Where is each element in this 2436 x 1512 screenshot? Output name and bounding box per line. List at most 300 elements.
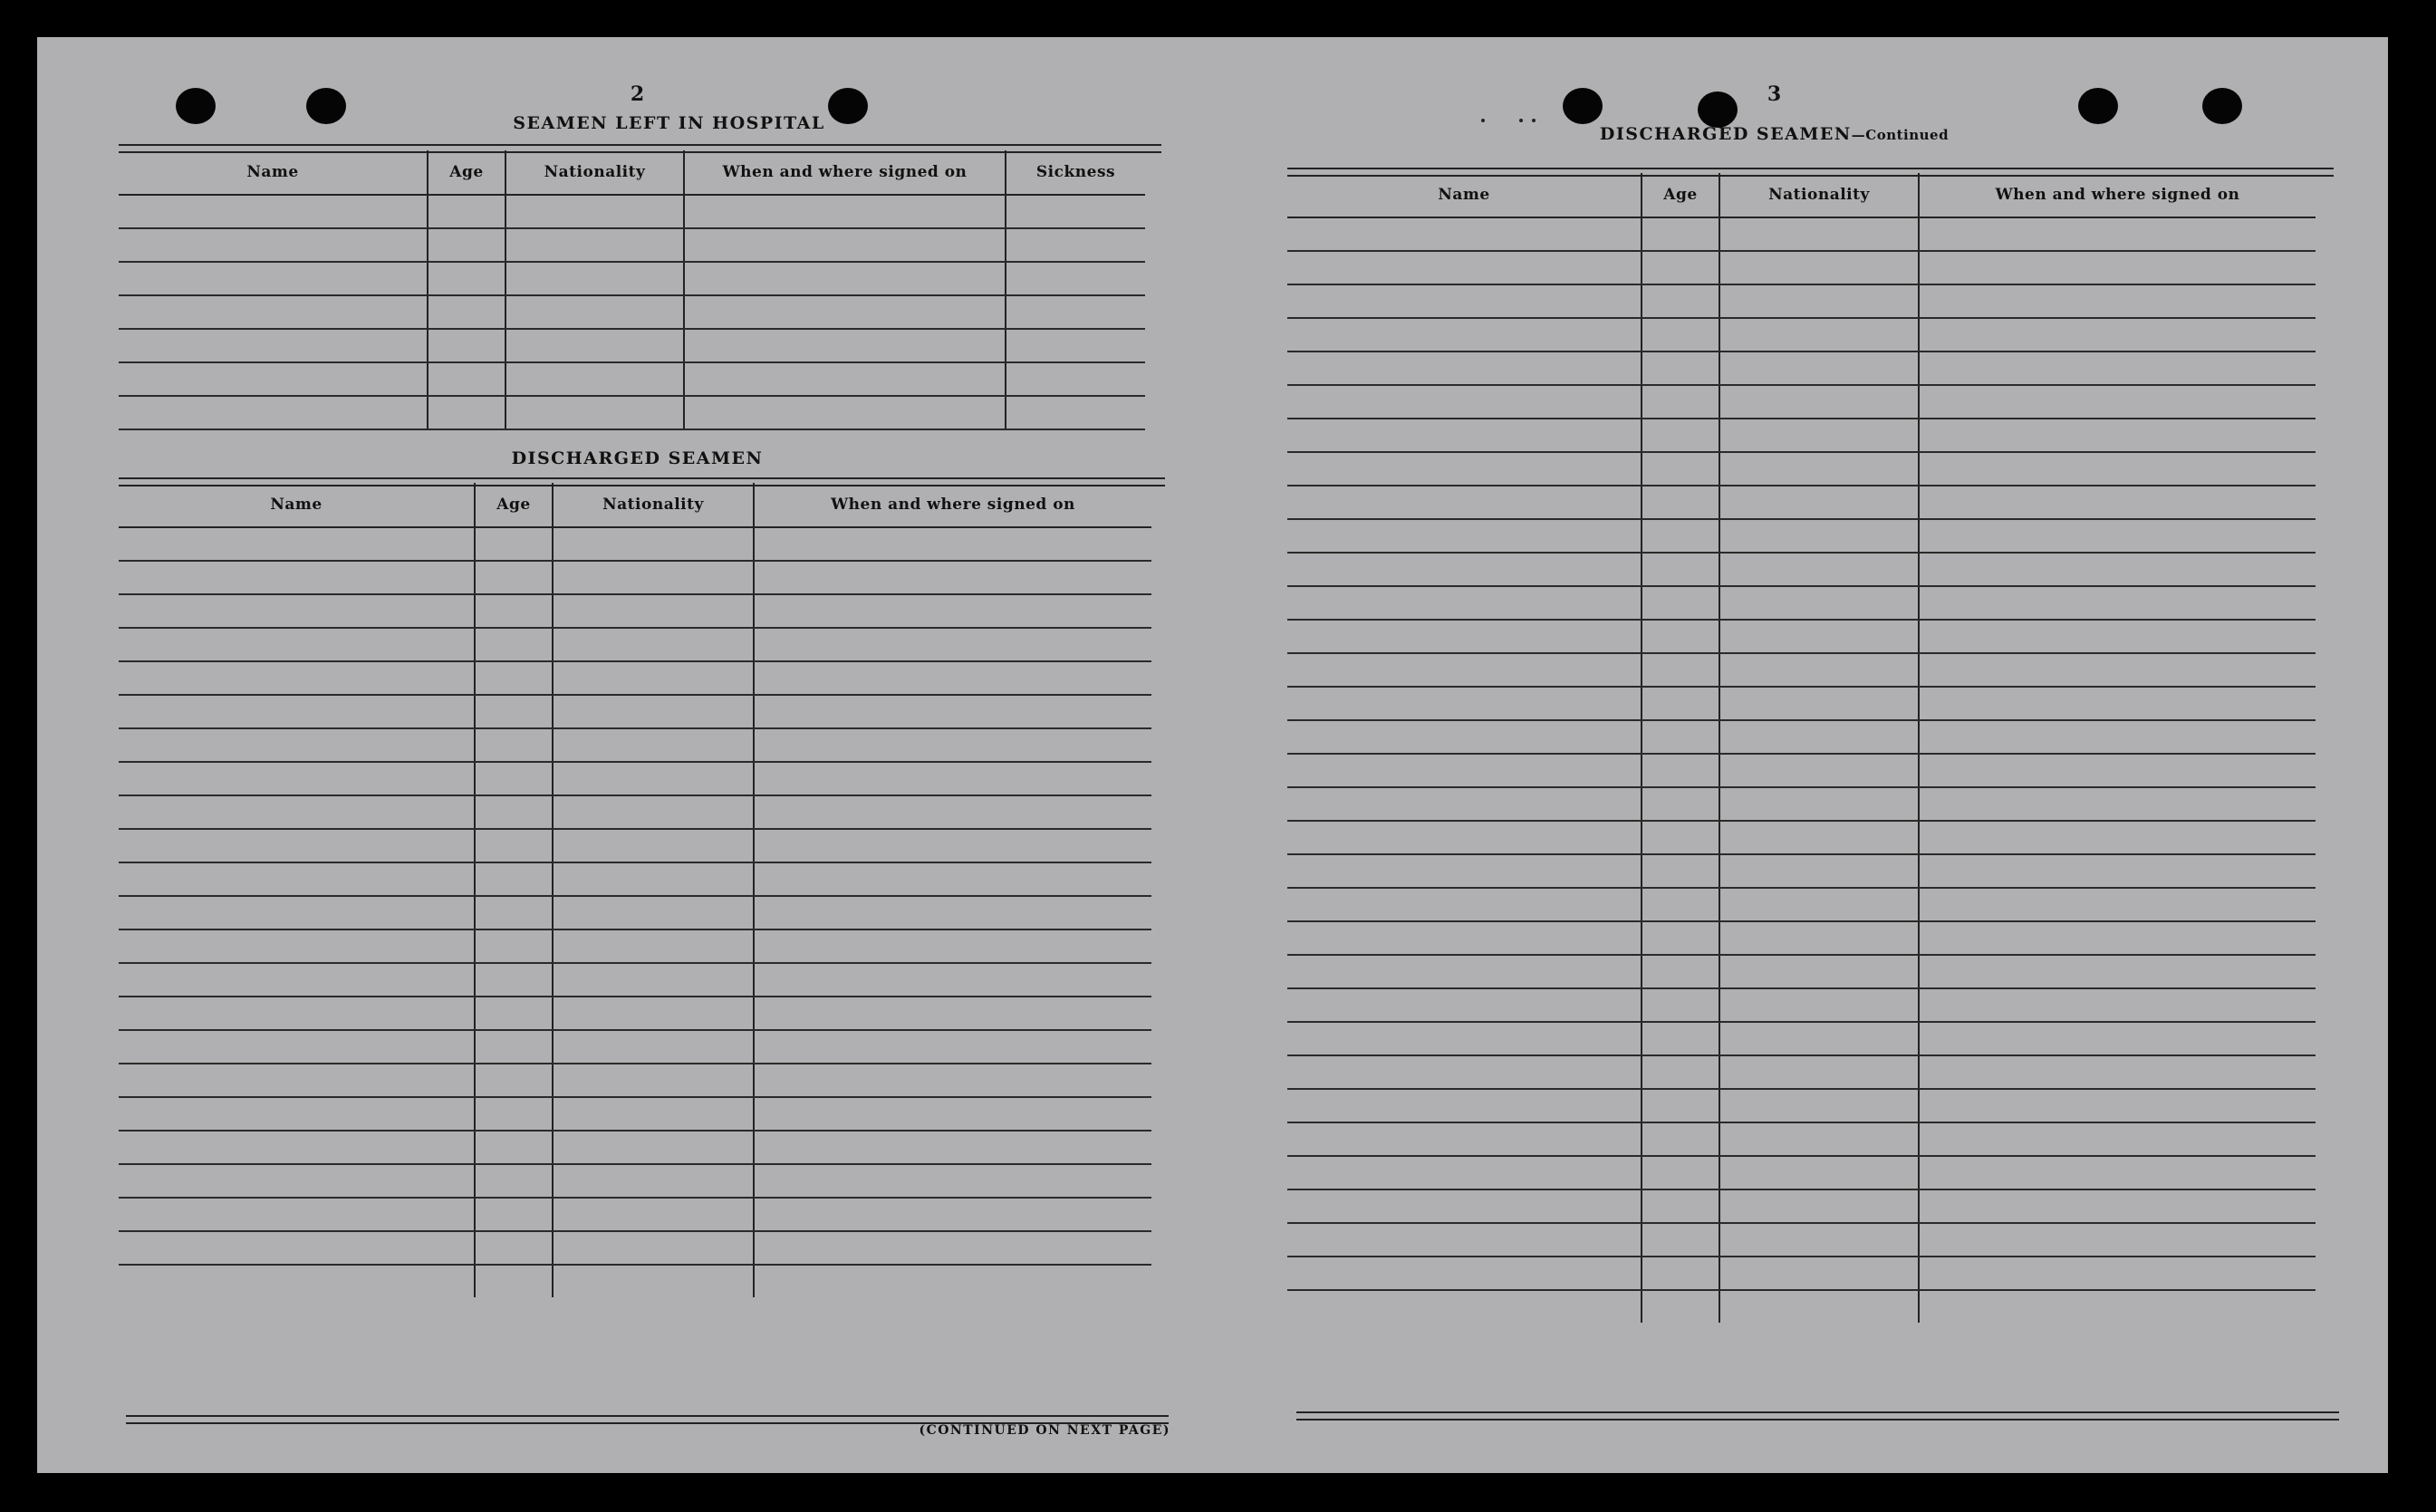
signed-on-cell[interactable] (1919, 888, 2316, 921)
table-row (119, 396, 1145, 429)
name-cell[interactable] (119, 262, 428, 295)
name-cell[interactable] (1287, 988, 1642, 1022)
signed-on-cell[interactable] (1919, 553, 2316, 586)
sickness-cell[interactable] (1006, 329, 1145, 362)
table-row (1287, 1290, 2316, 1323)
name-cell[interactable] (119, 862, 475, 896)
name-cell[interactable] (1287, 754, 1642, 787)
table-row (119, 661, 1151, 695)
age-cell[interactable] (1642, 1122, 1719, 1156)
table-row (1287, 754, 2316, 787)
signed-on-cell[interactable] (1919, 586, 2316, 620)
signed-on-cell[interactable] (754, 762, 1151, 795)
table-row (119, 295, 1145, 329)
signed-on-cell[interactable] (754, 862, 1151, 896)
column-header-age: Age (1642, 173, 1719, 217)
nationality-cell[interactable] (553, 527, 754, 561)
page-number: 2 (630, 82, 645, 106)
table-row (1287, 284, 2316, 318)
age-cell[interactable] (475, 1064, 553, 1097)
nationality-cell[interactable] (553, 695, 754, 728)
signed-on-cell[interactable] (754, 829, 1151, 862)
age-cell[interactable] (1642, 385, 1719, 419)
table-row (1287, 787, 2316, 821)
signed-on-cell[interactable] (1919, 653, 2316, 687)
table-row (119, 795, 1151, 829)
signed-on-cell[interactable] (754, 628, 1151, 661)
signed-on-cell[interactable] (684, 396, 1006, 429)
signed-on-cell[interactable] (754, 929, 1151, 963)
table-row (119, 1231, 1151, 1265)
nationality-cell[interactable] (1719, 318, 1919, 352)
signed-on-cell[interactable] (1919, 1189, 2316, 1223)
age-cell[interactable] (475, 594, 553, 628)
name-cell[interactable] (119, 1231, 475, 1265)
table-row (1287, 955, 2316, 988)
name-cell[interactable] (1287, 1189, 1642, 1223)
signed-on-cell[interactable] (1919, 787, 2316, 821)
table-row (1287, 352, 2316, 385)
name-cell[interactable] (1287, 687, 1642, 720)
name-cell[interactable] (119, 561, 475, 594)
name-cell[interactable] (119, 594, 475, 628)
nationality-cell[interactable] (1719, 217, 1919, 251)
signed-on-cell[interactable] (754, 1097, 1151, 1131)
age-cell[interactable] (475, 728, 553, 762)
name-cell[interactable] (1287, 419, 1642, 452)
signed-on-cell[interactable] (684, 329, 1006, 362)
name-cell[interactable] (119, 527, 475, 561)
name-cell[interactable] (1287, 821, 1642, 854)
age-cell[interactable] (1642, 486, 1719, 519)
age-cell[interactable] (1642, 620, 1719, 653)
signed-on-cell[interactable] (1919, 284, 2316, 318)
signed-on-cell[interactable] (684, 295, 1006, 329)
age-cell[interactable] (1642, 988, 1719, 1022)
signed-on-cell[interactable] (754, 527, 1151, 561)
age-cell[interactable] (1642, 284, 1719, 318)
age-cell[interactable] (475, 1265, 553, 1297)
nationality-cell[interactable] (553, 1198, 754, 1231)
nationality-cell[interactable] (1719, 821, 1919, 854)
name-cell[interactable] (1287, 1055, 1642, 1089)
nationality-cell[interactable] (1719, 1290, 1919, 1323)
nationality-cell[interactable] (553, 661, 754, 695)
nationality-cell[interactable] (553, 1097, 754, 1131)
signed-on-cell[interactable] (1919, 519, 2316, 553)
nationality-cell[interactable] (1719, 1189, 1919, 1223)
age-cell[interactable] (1642, 1290, 1719, 1323)
nationality-cell[interactable] (1719, 1257, 1919, 1290)
table-row (119, 1097, 1151, 1131)
name-cell[interactable] (119, 628, 475, 661)
name-cell[interactable] (119, 295, 428, 329)
age-cell[interactable] (1642, 955, 1719, 988)
signed-on-cell[interactable] (684, 228, 1006, 262)
age-cell[interactable] (1642, 1223, 1719, 1257)
discharged-continued-table (1287, 173, 2316, 1323)
age-cell[interactable] (475, 695, 553, 728)
age-cell[interactable] (1642, 1189, 1719, 1223)
signed-on-cell[interactable] (754, 594, 1151, 628)
nationality-cell[interactable] (553, 1131, 754, 1164)
signed-on-cell[interactable] (1919, 620, 2316, 653)
age-cell[interactable] (1642, 787, 1719, 821)
name-cell[interactable] (1287, 519, 1642, 553)
nationality-cell[interactable] (1719, 921, 1919, 955)
sickness-cell[interactable] (1006, 295, 1145, 329)
name-cell[interactable] (119, 1097, 475, 1131)
age-cell[interactable] (1642, 519, 1719, 553)
name-cell[interactable] (1287, 352, 1642, 385)
signed-on-cell[interactable] (754, 1030, 1151, 1064)
age-cell[interactable] (475, 628, 553, 661)
age-cell[interactable] (475, 661, 553, 695)
name-cell[interactable] (1287, 787, 1642, 821)
nationality-cell[interactable] (505, 396, 684, 429)
nationality-cell[interactable] (1719, 553, 1919, 586)
age-cell[interactable] (1642, 888, 1719, 921)
age-cell[interactable] (475, 896, 553, 929)
table-row (119, 728, 1151, 762)
age-cell[interactable] (1642, 452, 1719, 486)
table-row (119, 262, 1145, 295)
name-cell[interactable] (119, 228, 428, 262)
name-cell[interactable] (119, 1164, 475, 1198)
signed-on-cell[interactable] (754, 1164, 1151, 1198)
nationality-cell[interactable] (1719, 620, 1919, 653)
age-cell[interactable] (1642, 1055, 1719, 1089)
nationality-cell[interactable] (1719, 519, 1919, 553)
nationality-cell[interactable] (553, 862, 754, 896)
hospital-section-title: SEAMEN LEFT IN HOSPITAL (513, 113, 825, 133)
age-cell[interactable] (1642, 921, 1719, 955)
signed-on-cell[interactable] (1919, 1055, 2316, 1089)
age-cell[interactable] (475, 929, 553, 963)
name-cell[interactable] (1287, 586, 1642, 620)
age-cell[interactable] (475, 997, 553, 1030)
table-row (1287, 1022, 2316, 1055)
signed-on-cell[interactable] (1919, 720, 2316, 754)
age-cell[interactable] (1642, 1089, 1719, 1122)
age-cell[interactable] (428, 228, 505, 262)
signed-on-cell[interactable] (754, 1265, 1151, 1297)
name-cell[interactable] (1287, 385, 1642, 419)
table-row (119, 1164, 1151, 1198)
nationality-cell[interactable] (553, 762, 754, 795)
name-cell[interactable] (119, 929, 475, 963)
signed-on-cell[interactable] (1919, 1290, 2316, 1323)
signed-on-cell[interactable] (1919, 1022, 2316, 1055)
nationality-cell[interactable] (1719, 586, 1919, 620)
nationality-cell[interactable] (553, 963, 754, 997)
signed-on-cell[interactable] (1919, 955, 2316, 988)
sickness-cell[interactable] (1006, 396, 1145, 429)
age-cell[interactable] (1642, 553, 1719, 586)
signed-on-cell[interactable] (1919, 486, 2316, 519)
signed-on-cell[interactable] (1919, 921, 2316, 955)
age-cell[interactable] (475, 963, 553, 997)
discharged-continued-suffix: —Continued (1851, 127, 1950, 143)
age-cell[interactable] (1642, 1156, 1719, 1189)
age-cell[interactable] (475, 1097, 553, 1131)
nationality-cell[interactable] (1719, 284, 1919, 318)
nationality-cell[interactable] (1719, 1223, 1919, 1257)
name-cell[interactable] (1287, 1257, 1642, 1290)
name-cell[interactable] (119, 695, 475, 728)
nationality-cell[interactable] (1719, 1122, 1919, 1156)
age-cell[interactable] (1642, 687, 1719, 720)
age-cell[interactable] (475, 762, 553, 795)
name-cell[interactable] (1287, 318, 1642, 352)
name-cell[interactable] (119, 362, 428, 396)
age-cell[interactable] (1642, 653, 1719, 687)
nationality-cell[interactable] (553, 795, 754, 829)
age-cell[interactable] (428, 195, 505, 228)
signed-on-cell[interactable] (684, 262, 1006, 295)
name-cell[interactable] (119, 1198, 475, 1231)
signed-on-cell[interactable] (1919, 821, 2316, 854)
nationality-cell[interactable] (1719, 988, 1919, 1022)
table-row (1287, 553, 2316, 586)
name-cell[interactable] (1287, 1290, 1642, 1323)
nationality-cell[interactable] (553, 829, 754, 862)
signed-on-cell[interactable] (754, 963, 1151, 997)
age-cell[interactable] (1642, 318, 1719, 352)
signed-on-cell[interactable] (684, 362, 1006, 396)
signed-on-cell[interactable] (754, 1231, 1151, 1265)
signed-on-cell[interactable] (1919, 217, 2316, 251)
signed-on-cell[interactable] (754, 1131, 1151, 1164)
signed-on-cell[interactable] (1919, 419, 2316, 452)
nationality-cell[interactable] (1719, 1022, 1919, 1055)
nationality-cell[interactable] (1719, 251, 1919, 284)
age-cell[interactable] (1642, 754, 1719, 787)
nationality-cell[interactable] (505, 262, 684, 295)
nationality-cell[interactable] (553, 1231, 754, 1265)
nationality-cell[interactable] (1719, 787, 1919, 821)
name-cell[interactable] (1287, 1122, 1642, 1156)
name-cell[interactable] (1287, 653, 1642, 687)
sickness-cell[interactable] (1006, 362, 1145, 396)
signed-on-cell[interactable] (754, 561, 1151, 594)
table-row (1287, 1055, 2316, 1089)
name-cell[interactable] (1287, 620, 1642, 653)
name-cell[interactable] (1287, 486, 1642, 519)
name-cell[interactable] (1287, 720, 1642, 754)
name-cell[interactable] (1287, 854, 1642, 888)
signed-on-cell[interactable] (1919, 854, 2316, 888)
signed-on-cell[interactable] (754, 695, 1151, 728)
nationality-cell[interactable] (1719, 419, 1919, 452)
nationality-cell[interactable] (553, 929, 754, 963)
sickness-cell[interactable] (1006, 195, 1145, 228)
age-cell[interactable] (1642, 1022, 1719, 1055)
ledger-sheet (37, 37, 2388, 1473)
signed-on-cell[interactable] (1919, 251, 2316, 284)
table-row (1287, 620, 2316, 653)
name-cell[interactable] (1287, 921, 1642, 955)
signed-on-cell[interactable] (684, 195, 1006, 228)
nationality-cell[interactable] (1719, 653, 1919, 687)
signed-on-cell[interactable] (754, 997, 1151, 1030)
signed-on-cell[interactable] (754, 1064, 1151, 1097)
age-cell[interactable] (1642, 586, 1719, 620)
name-cell[interactable] (119, 728, 475, 762)
age-cell[interactable] (428, 262, 505, 295)
signed-on-cell[interactable] (1919, 452, 2316, 486)
name-cell[interactable] (1287, 553, 1642, 586)
signed-on-cell[interactable] (1919, 352, 2316, 385)
age-cell[interactable] (475, 795, 553, 829)
name-cell[interactable] (119, 1064, 475, 1097)
age-cell[interactable] (1642, 352, 1719, 385)
name-cell[interactable] (1287, 217, 1642, 251)
nationality-cell[interactable] (553, 896, 754, 929)
nationality-cell[interactable] (505, 228, 684, 262)
nationality-cell[interactable] (1719, 452, 1919, 486)
signed-on-cell[interactable] (754, 1198, 1151, 1231)
nationality-cell[interactable] (553, 728, 754, 762)
nationality-cell[interactable] (1719, 1089, 1919, 1122)
name-cell[interactable] (119, 1030, 475, 1064)
age-cell[interactable] (428, 329, 505, 362)
signed-on-cell[interactable] (1919, 754, 2316, 787)
nationality-cell[interactable] (1719, 1156, 1919, 1189)
column-header-nationality: Nationality (553, 483, 754, 527)
name-cell[interactable] (119, 795, 475, 829)
nationality-cell[interactable] (1719, 888, 1919, 921)
name-cell[interactable] (1287, 1022, 1642, 1055)
nationality-cell[interactable] (1719, 687, 1919, 720)
age-cell[interactable] (475, 527, 553, 561)
name-cell[interactable] (119, 997, 475, 1030)
page-number: 3 (1767, 82, 1782, 106)
signed-on-cell[interactable] (1919, 1156, 2316, 1189)
name-cell[interactable] (1287, 955, 1642, 988)
name-cell[interactable] (119, 1131, 475, 1164)
column-header-signed-on: When and where signed on (684, 150, 1006, 195)
nationality-cell[interactable] (1719, 1055, 1919, 1089)
signed-on-cell[interactable] (1919, 988, 2316, 1022)
table-row (1287, 720, 2316, 754)
signed-on-cell[interactable] (1919, 318, 2316, 352)
column-header-signed-on: When and where signed on (1919, 173, 2316, 217)
name-cell[interactable] (1287, 1089, 1642, 1122)
table-row (1287, 452, 2316, 486)
name-cell[interactable] (119, 661, 475, 695)
age-cell[interactable] (428, 295, 505, 329)
nationality-cell[interactable] (1719, 854, 1919, 888)
nationality-cell[interactable] (553, 628, 754, 661)
name-cell[interactable] (1287, 1156, 1642, 1189)
nationality-cell[interactable] (553, 561, 754, 594)
table-row (119, 228, 1145, 262)
signed-on-cell[interactable] (1919, 1257, 2316, 1290)
age-cell[interactable] (475, 1131, 553, 1164)
signed-on-cell[interactable] (754, 795, 1151, 829)
nationality-cell[interactable] (1719, 385, 1919, 419)
name-cell[interactable] (119, 896, 475, 929)
name-cell[interactable] (119, 829, 475, 862)
signed-on-cell[interactable] (754, 896, 1151, 929)
age-cell[interactable] (428, 362, 505, 396)
nationality-cell[interactable] (553, 1030, 754, 1064)
name-cell[interactable] (1287, 888, 1642, 921)
name-cell[interactable] (119, 762, 475, 795)
table-row (1287, 921, 2316, 955)
table-row (1287, 854, 2316, 888)
name-cell[interactable] (1287, 1223, 1642, 1257)
age-cell[interactable] (1642, 1257, 1719, 1290)
age-cell[interactable] (475, 1030, 553, 1064)
sickness-cell[interactable] (1006, 262, 1145, 295)
sickness-cell[interactable] (1006, 228, 1145, 262)
nationality-cell[interactable] (505, 195, 684, 228)
signed-on-cell[interactable] (754, 661, 1151, 695)
age-cell[interactable] (475, 862, 553, 896)
nationality-cell[interactable] (505, 362, 684, 396)
age-cell[interactable] (1642, 217, 1719, 251)
age-cell[interactable] (428, 396, 505, 429)
discharged-continued-title-main: DISCHARGED SEAMEN (1599, 124, 1852, 144)
name-cell[interactable] (119, 963, 475, 997)
age-cell[interactable] (1642, 854, 1719, 888)
signed-on-cell[interactable] (1919, 1122, 2316, 1156)
name-cell[interactable] (119, 396, 428, 429)
age-cell[interactable] (1642, 821, 1719, 854)
name-cell[interactable] (119, 329, 428, 362)
nationality-cell[interactable] (1719, 486, 1919, 519)
nationality-cell[interactable] (1719, 754, 1919, 787)
nationality-cell[interactable] (553, 1265, 754, 1297)
table-row (1287, 486, 2316, 519)
nationality-cell[interactable] (505, 295, 684, 329)
nationality-cell[interactable] (505, 329, 684, 362)
signed-on-cell[interactable] (1919, 1223, 2316, 1257)
table-row (119, 695, 1151, 728)
name-cell[interactable] (1287, 284, 1642, 318)
age-cell[interactable] (475, 1231, 553, 1265)
nationality-cell[interactable] (553, 997, 754, 1030)
nationality-cell[interactable] (553, 1064, 754, 1097)
column-header-signed-on: When and where signed on (754, 483, 1151, 527)
signed-on-cell[interactable] (1919, 687, 2316, 720)
signed-on-cell[interactable] (1919, 1089, 2316, 1122)
column-header-nationality: Nationality (1719, 173, 1919, 217)
age-cell[interactable] (475, 1164, 553, 1198)
discharged-section-title: DISCHARGED SEAMEN (511, 448, 764, 468)
signed-on-cell[interactable] (754, 728, 1151, 762)
nationality-cell[interactable] (553, 1164, 754, 1198)
age-cell[interactable] (1642, 720, 1719, 754)
age-cell[interactable] (475, 561, 553, 594)
nationality-cell[interactable] (1719, 720, 1919, 754)
name-cell[interactable] (1287, 452, 1642, 486)
nationality-cell[interactable] (1719, 955, 1919, 988)
signed-on-cell[interactable] (1919, 385, 2316, 419)
nationality-cell[interactable] (1719, 352, 1919, 385)
nationality-cell[interactable] (553, 594, 754, 628)
age-cell[interactable] (1642, 419, 1719, 452)
name-cell[interactable] (119, 195, 428, 228)
age-cell[interactable] (475, 1198, 553, 1231)
age-cell[interactable] (1642, 251, 1719, 284)
column-header-name: Name (119, 483, 475, 527)
name-cell[interactable] (119, 1265, 475, 1297)
name-cell[interactable] (1287, 251, 1642, 284)
age-cell[interactable] (475, 829, 553, 862)
